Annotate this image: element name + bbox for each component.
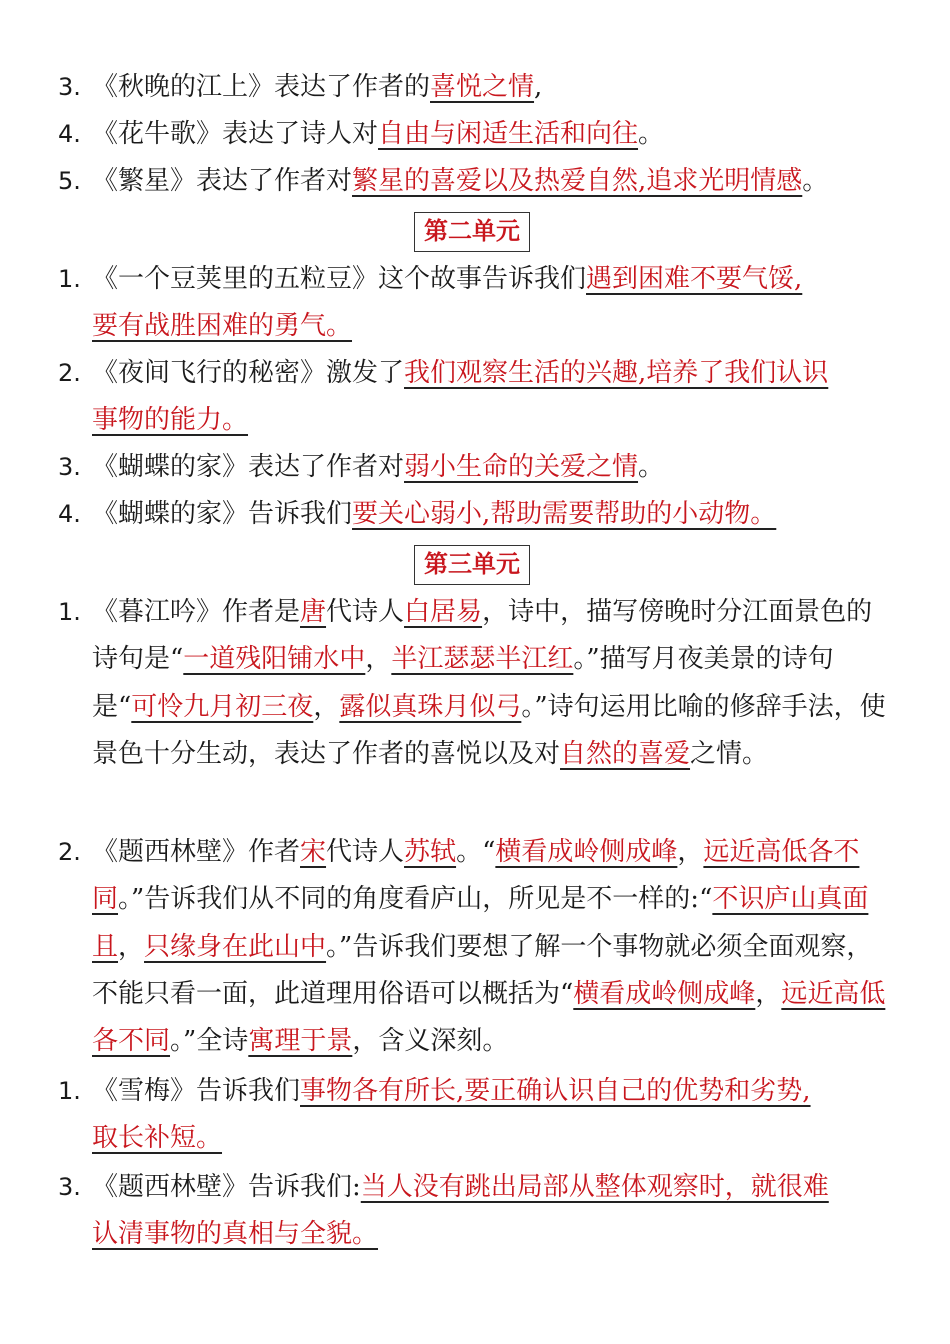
item-number: 5. [58,167,81,195]
answer-text: 露似真珠月似弓 [339,691,522,722]
item-text: 。”描写月夜美景的诗句是“ [92,644,834,722]
answer-text: 认清事物的真相与全貌。 [92,1219,379,1249]
item-text: 《繁星》表达了作者对 [92,166,353,196]
item-paragraph [58,829,896,1065]
item-number: 1. [58,1077,81,1105]
answer-text: 可怜九月初三夜 [131,691,314,722]
item-text: , [534,72,543,102]
item-text: 。”全诗 [170,1026,249,1057]
item-text: 。”诗句运用比喻的修辞手法，使景色十分生动，表达了作者的喜悦以及对 [92,691,886,769]
item-paragraph [58,589,896,778]
item-text: ，含义深刻。 [352,1026,509,1057]
answer-text: 弱小生命的关爱之情 [404,452,639,482]
item-text: 《秋晚的江上》表达了作者的 [92,72,431,102]
answer-text: 喜悦之情 [430,72,535,102]
item-number: 3. [58,1173,81,1201]
item-text: ， [313,691,340,722]
item-text: ， [365,644,392,675]
item-text: 《暮江吟》作者是 [92,597,301,627]
item-text: ，诗中，描写傍晚时分江面景色的诗句是“ [92,597,873,675]
list-item [58,1068,896,1162]
answer-text: 一道残阳铺水中 [183,644,366,675]
list-item [58,256,896,350]
item-number: 1. [58,598,81,626]
answer-text: 繁星的喜爱以及热爱自然,追求光明情感 [352,166,803,196]
answer-text: 事物各有所长,要正确认识自己的优势和劣势, [300,1076,811,1106]
item-number: 1. [58,265,81,293]
answer-text: 寓理于景 [248,1026,353,1057]
answer-text: 我们观察生活的兴趣,培养了我们认识 [404,358,829,388]
list-item [58,158,896,205]
list-item [58,491,896,538]
item-text: 。 [638,452,665,482]
item-number: 4. [58,500,81,528]
item-number: 2. [58,359,81,387]
answer-text: 苏轼 [404,837,457,867]
item-text: ， [118,931,145,962]
list-item [58,829,896,1065]
answer-text: 遇到困难不要气馁, [586,264,803,294]
item-number: 2. [58,838,81,866]
answer-text: 取长补短。 [92,1123,223,1153]
item-text: 《蝴蝶的家》告诉我们 [92,499,353,529]
answer-text: 白居易 [404,597,483,627]
answer-text: 事物的能力。 [92,405,249,435]
item-number: 3. [58,453,81,481]
answer-text: 不识庐山真面且 [92,884,869,962]
item-text: 《题西林壁》告诉我们: [92,1172,361,1202]
list-item [58,589,896,778]
item-number: 3. [58,73,81,101]
item-text: 《一个豆荚里的五粒豆》这个故事告诉我们 [92,264,587,294]
item-text: 《夜间飞行的秘密》激发了 [92,358,405,388]
item-text: ， [677,837,704,867]
item-text: 代诗人 [326,597,405,627]
item-text: ， [755,978,782,1009]
answer-text: 当人没有跳出局部从整体观察时，就很难 [360,1172,829,1202]
answer-text: 唐 [300,597,327,627]
item-text: 之情。 [690,738,769,769]
answer-text: 自由与闲适生活和向往 [378,119,639,149]
answer-text: 横看成岭侧成峰 [573,978,756,1009]
answer-text: 要关心弱小,帮助需要帮助的小动物。 [352,499,777,529]
item-number: 4. [58,120,81,148]
answer-text: 只缘身在此山中 [144,931,327,962]
list-item [58,1164,896,1258]
list-item [58,111,896,158]
answer-text: 半江瑟瑟半江红 [391,644,574,675]
item-text: 《题西林壁》作者 [92,837,301,867]
answer-text: 要有战胜困难的勇气。 [92,311,353,341]
item-text: 。”告诉我们从不同的角度看庐山，所见是不一样的:“ [118,884,713,915]
item-text: 《雪梅》告诉我们 [92,1076,301,1106]
list-item [58,64,896,111]
answer-text: 宋 [300,837,327,867]
item-text: 。“ [456,837,496,867]
answer-text: 自然的喜爱 [560,738,691,769]
section-title-unit-3: 第三单元 [414,545,530,585]
answer-text: 横看成岭侧成峰 [495,837,678,867]
list-item [58,444,896,491]
section-title-unit-2: 第二单元 [414,212,530,252]
item-text: 。 [802,166,829,196]
item-text: 《蝴蝶的家》表达了作者对 [92,452,405,482]
item-text: 。 [638,119,665,149]
item-text: 代诗人 [326,837,405,867]
answer-text: 远近高低各不同 [92,978,886,1057]
answer-text: 远近高低各不同 [92,837,860,915]
list-item [58,350,896,444]
item-text: 。”告诉我们要想了解一个事物就必须全面观察，不能只看一面，此道理用俗语可以概括为“ [92,931,873,1009]
item-text: 《花牛歌》表达了诗人对 [92,119,379,149]
